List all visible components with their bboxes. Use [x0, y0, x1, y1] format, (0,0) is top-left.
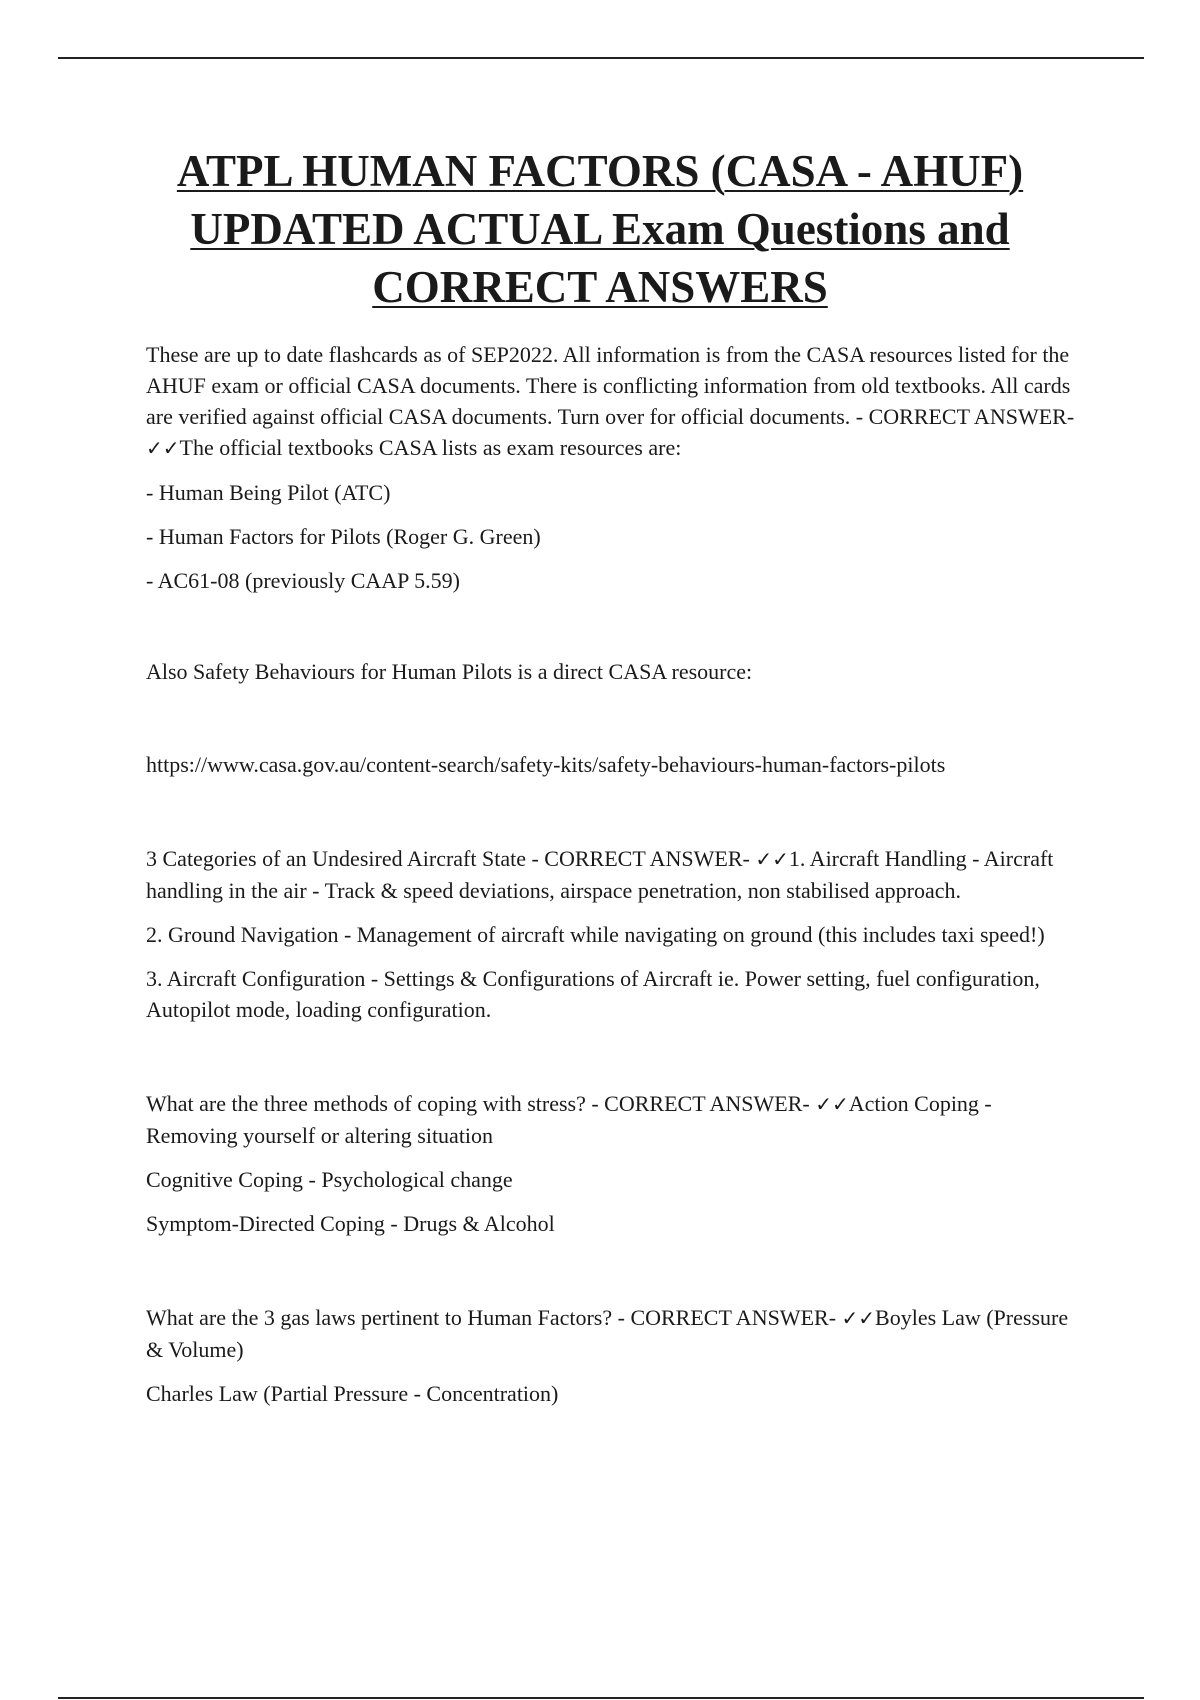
- q1-answer-text: 1. Aircraft Handling - Aircraft handling in the air - Track & speed deviations, airspace penetration, non stabilised approach.: [146, 846, 1054, 903]
- bottom-rule: [58, 1697, 1144, 1699]
- intro-question: [146, 339, 1086, 464]
- q2-paragraph: [146, 1088, 1086, 1151]
- spacer: [146, 700, 1086, 749]
- q2-answer-item-2: Cognitive Coping - Psychological change: [146, 1167, 513, 1192]
- document-body: [146, 339, 1086, 1422]
- check-mark-icon: ✓✓: [755, 847, 789, 871]
- document-title: ATPL HUMAN FACTORS (CASA - AHUF) UPDATED ACTUAL Exam Questions and CORRECT ANSWERS: [176, 146, 1024, 312]
- spacer: [146, 1252, 1086, 1302]
- q3-question-text: What are the 3 gas laws pertinent to Human Factors? - CORRECT ANSWER-: [146, 1305, 842, 1330]
- q3-paragraph: [146, 1302, 1086, 1365]
- casa-resource-link[interactable]: https://www.casa.gov.au/content-search/safety-kits/safety-behaviours-human-factors-pilots: [146, 752, 946, 777]
- check-mark-icon: ✓✓: [815, 1092, 849, 1116]
- q2-answer-text: Action Coping - Removing yourself or altering situation: [146, 1091, 992, 1148]
- intro-list-item-2: - Human Factors for Pilots (Roger G. Green): [146, 524, 541, 549]
- intro-answer-text: The official textbooks CASA lists as exam resources are:: [179, 435, 682, 460]
- q2-answer-item-3: Symptom-Directed Coping - Drugs & Alcohol: [146, 1211, 555, 1236]
- q1-question-text: 3 Categories of an Undesired Aircraft State - CORRECT ANSWER-: [146, 846, 756, 871]
- spacer: [146, 609, 1086, 656]
- intro-list-item-3: - AC61-08 (previously CAAP 5.59): [146, 568, 460, 593]
- intro-question-text: These are up to date flashcards as of SEP2022. All information is from the CASA resources listed for the AHUF exam or official CASA documents. There is conflicting information from old textbooks. All cards are verified against official CASA documents. Turn over for official documents. - CORRECT ANSWER-: [146, 342, 1075, 429]
- spacer: [146, 793, 1086, 843]
- check-mark-icon: ✓✓: [841, 1306, 876, 1330]
- q1-answer-item-2: 2. Ground Navigation - Management of aircraft while navigating on ground (this includes taxi speed!): [146, 922, 1045, 947]
- q2-question-text: What are the three methods of coping with stress? - CORRECT ANSWER-: [146, 1091, 816, 1116]
- q1-answer-item-3: 3. Aircraft Configuration - Settings & Configurations of Aircraft ie. Power setting, fuel configuration, Autopilot mode, loading configuration.: [146, 966, 1040, 1022]
- check-mark-icon: ✓✓: [146, 436, 180, 460]
- intro-also-text: Also Safety Behaviours for Human Pilots is a direct CASA resource:: [146, 659, 753, 684]
- intro-list-item-1: - Human Being Pilot (ATC): [146, 480, 391, 505]
- spacer: [146, 1038, 1086, 1088]
- q1-paragraph: [146, 843, 1086, 906]
- q3-answer-text: Boyles Law (Pressure & Volume): [146, 1305, 1069, 1362]
- q3-answer-item-2: Charles Law (Partial Pressure - Concentration): [146, 1381, 559, 1406]
- top-rule: [58, 57, 1144, 59]
